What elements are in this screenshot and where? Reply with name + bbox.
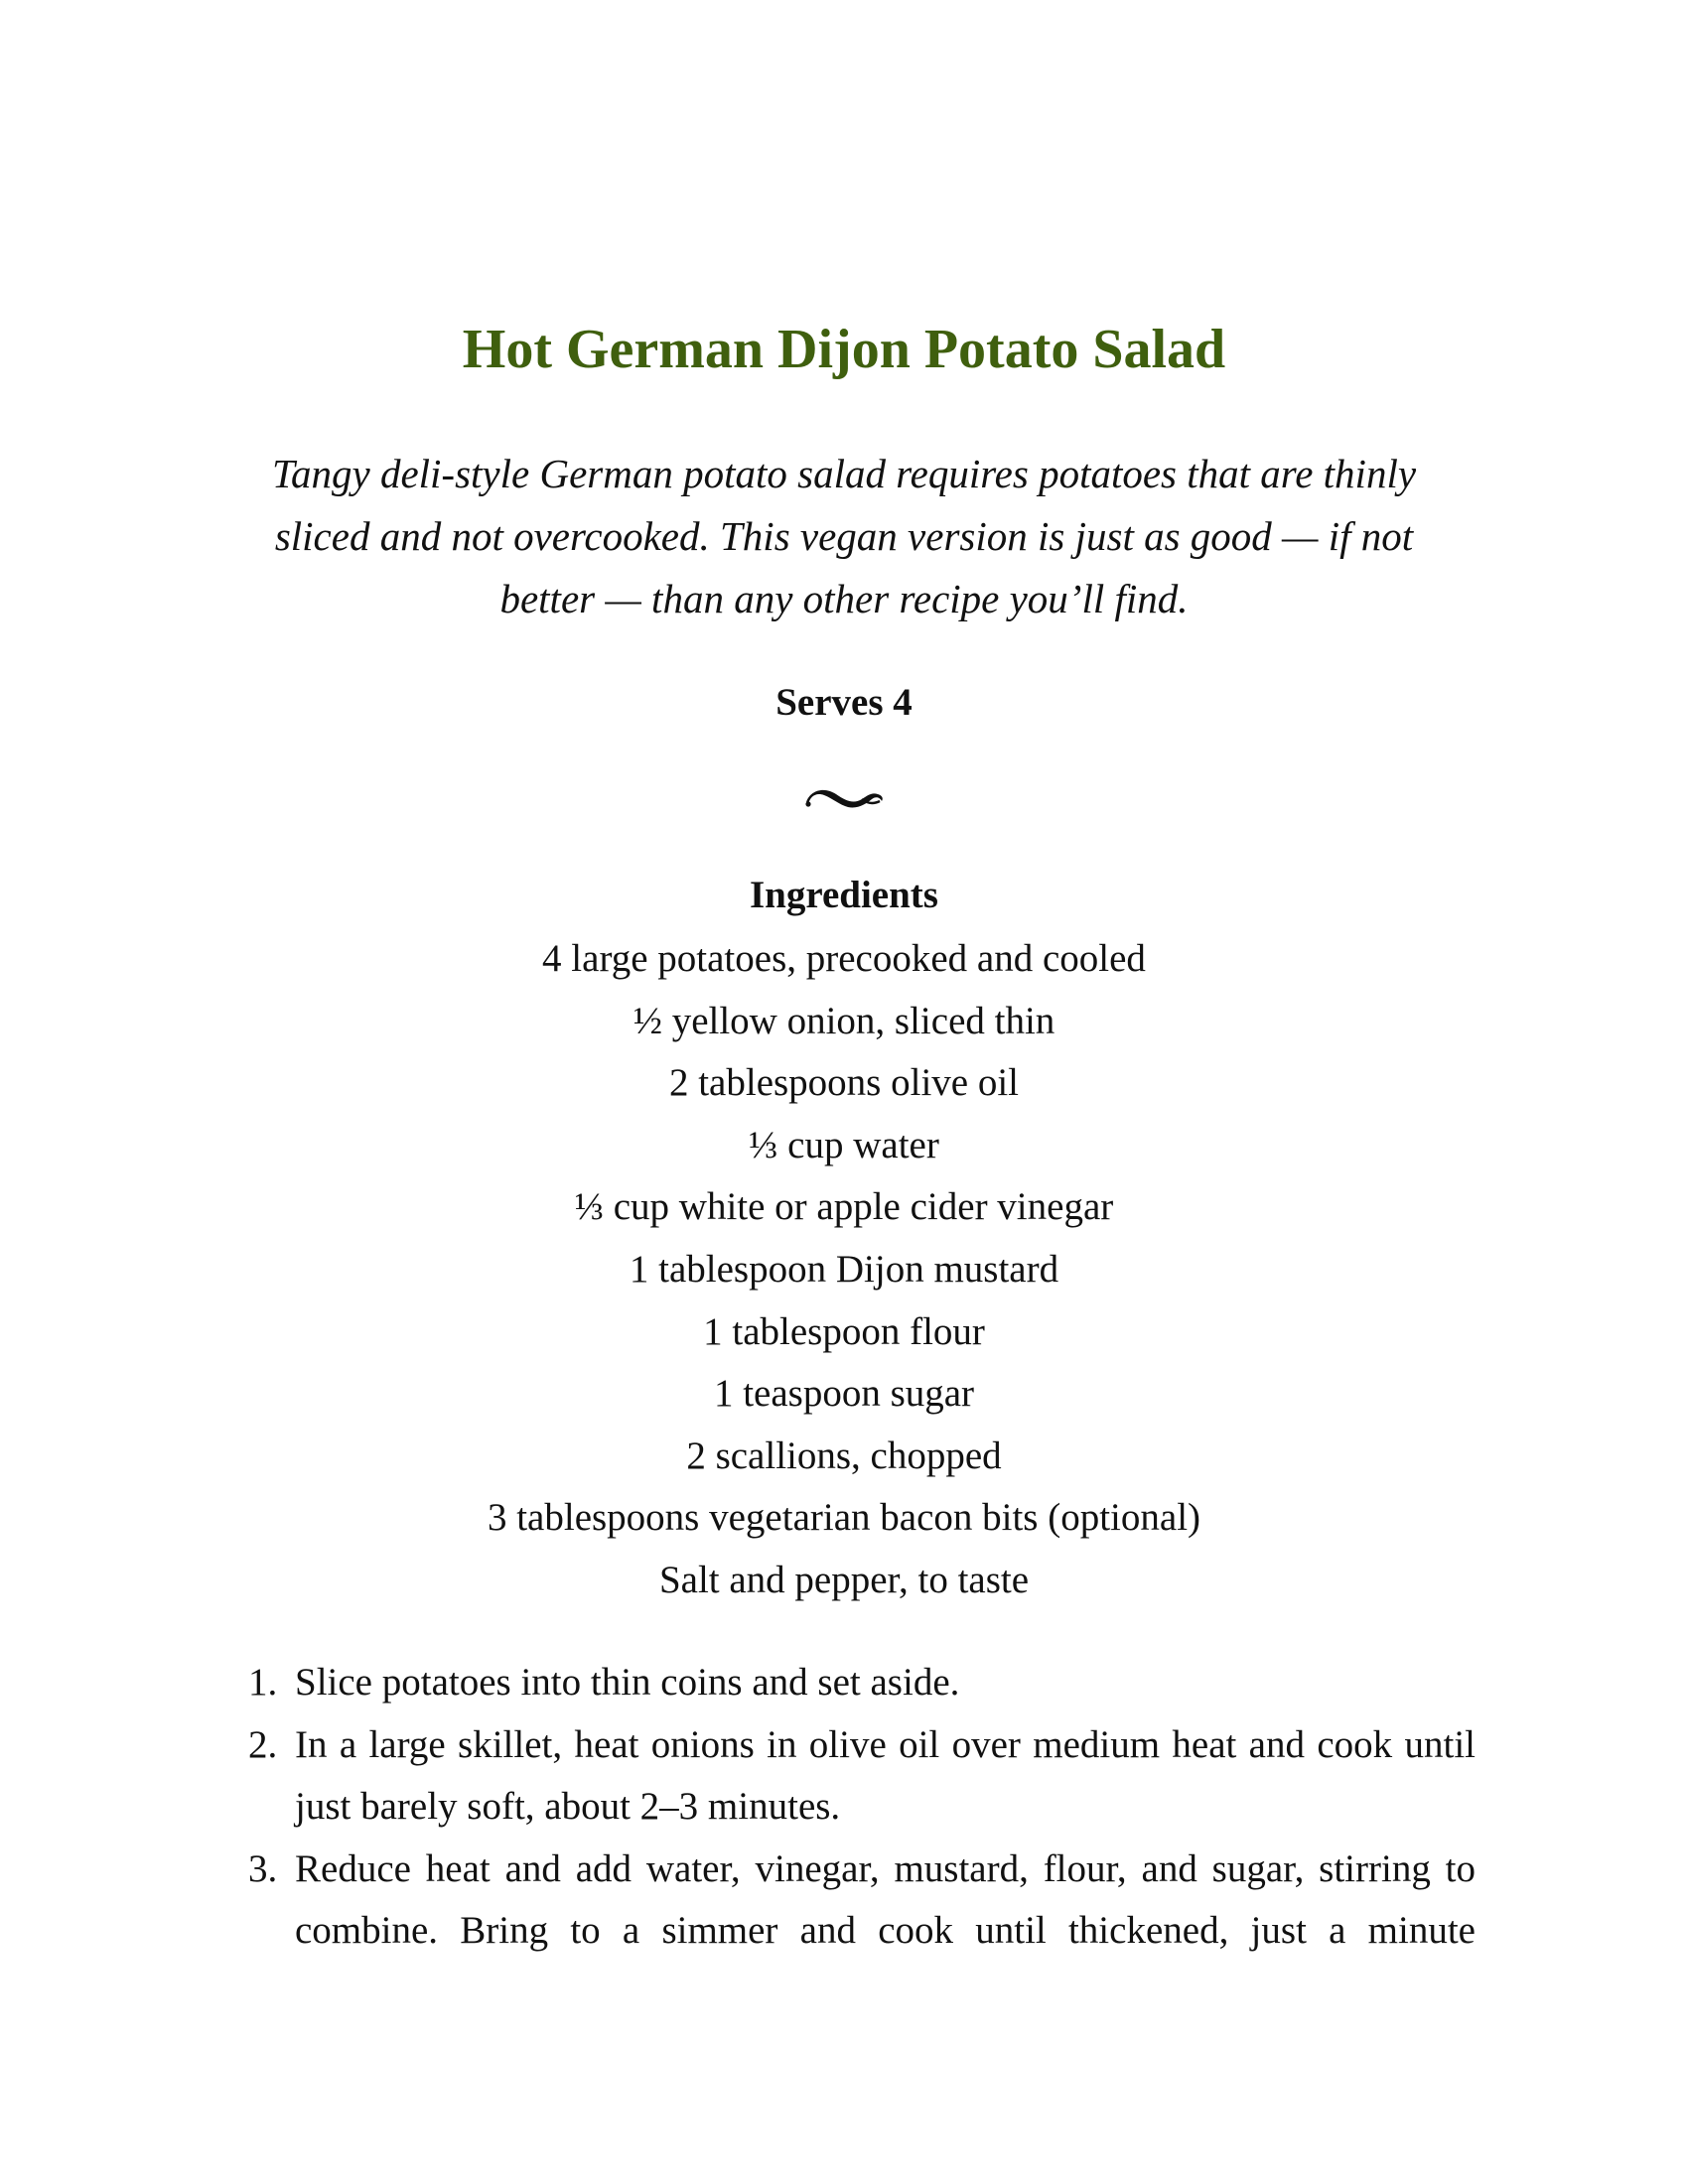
ingredients-list bbox=[0, 928, 1688, 1612]
ingredient-item: ⅓ cup water bbox=[749, 1123, 939, 1166]
instruction-step bbox=[248, 1839, 1476, 1963]
instruction-step bbox=[248, 1714, 1476, 1839]
step-number: 2. bbox=[248, 1722, 278, 1766]
recipe-title: Hot German Dijon Potato Salad bbox=[462, 319, 1226, 380]
step-number: 3. bbox=[248, 1846, 278, 1890]
servings: Serves 4 bbox=[775, 681, 913, 724]
step-number: 1. bbox=[248, 1661, 278, 1704]
step-text: Reduce heat and add water, vinegar, mustard, flour, and sugar, stirring to combine. Bring to a simmer and cook until thickened, just a minute bbox=[295, 1846, 1476, 1953]
ingredient-item: Salt and pepper, to taste bbox=[658, 1558, 1030, 1601]
ingredient-item: 1 tablespoon Dijon mustard bbox=[629, 1247, 1059, 1291]
instructions-list bbox=[248, 1652, 1476, 1963]
ingredient-item: ⅓ cup white or apple cider vinegar bbox=[574, 1185, 1114, 1229]
ingredient-item: 2 tablespoons olive oil bbox=[668, 1061, 1020, 1105]
recipe-intro: Tangy deli-style German potato salad requires potatoes that are thinly sliced and not overcooked. This vegan version is just as good — if not better — than any other recipe you’ll find. bbox=[271, 451, 1417, 621]
ingredient-item: 3 tablespoons vegetarian bacon bits (optional) bbox=[487, 1496, 1201, 1540]
instruction-step bbox=[248, 1652, 1476, 1714]
step-text: In a large skillet, heat onions in olive oil over medium heat and cook until just barely soft, about 2–3 minutes. bbox=[295, 1722, 1476, 1829]
ingredient-item: 1 tablespoon flour bbox=[703, 1309, 985, 1353]
ingredient-item: 2 scallions, chopped bbox=[686, 1433, 1002, 1477]
fleuron-swash-icon bbox=[802, 780, 886, 814]
step-text: Slice potatoes into thin coins and set aside. bbox=[295, 1661, 960, 1704]
ingredient-item: 4 large potatoes, precooked and cooled bbox=[542, 937, 1146, 980]
ingredient-item: 1 teaspoon sugar bbox=[713, 1372, 975, 1416]
ingredients-heading: Ingredients bbox=[750, 874, 938, 916]
ingredient-item: ½ yellow onion, sliced thin bbox=[633, 999, 1055, 1042]
